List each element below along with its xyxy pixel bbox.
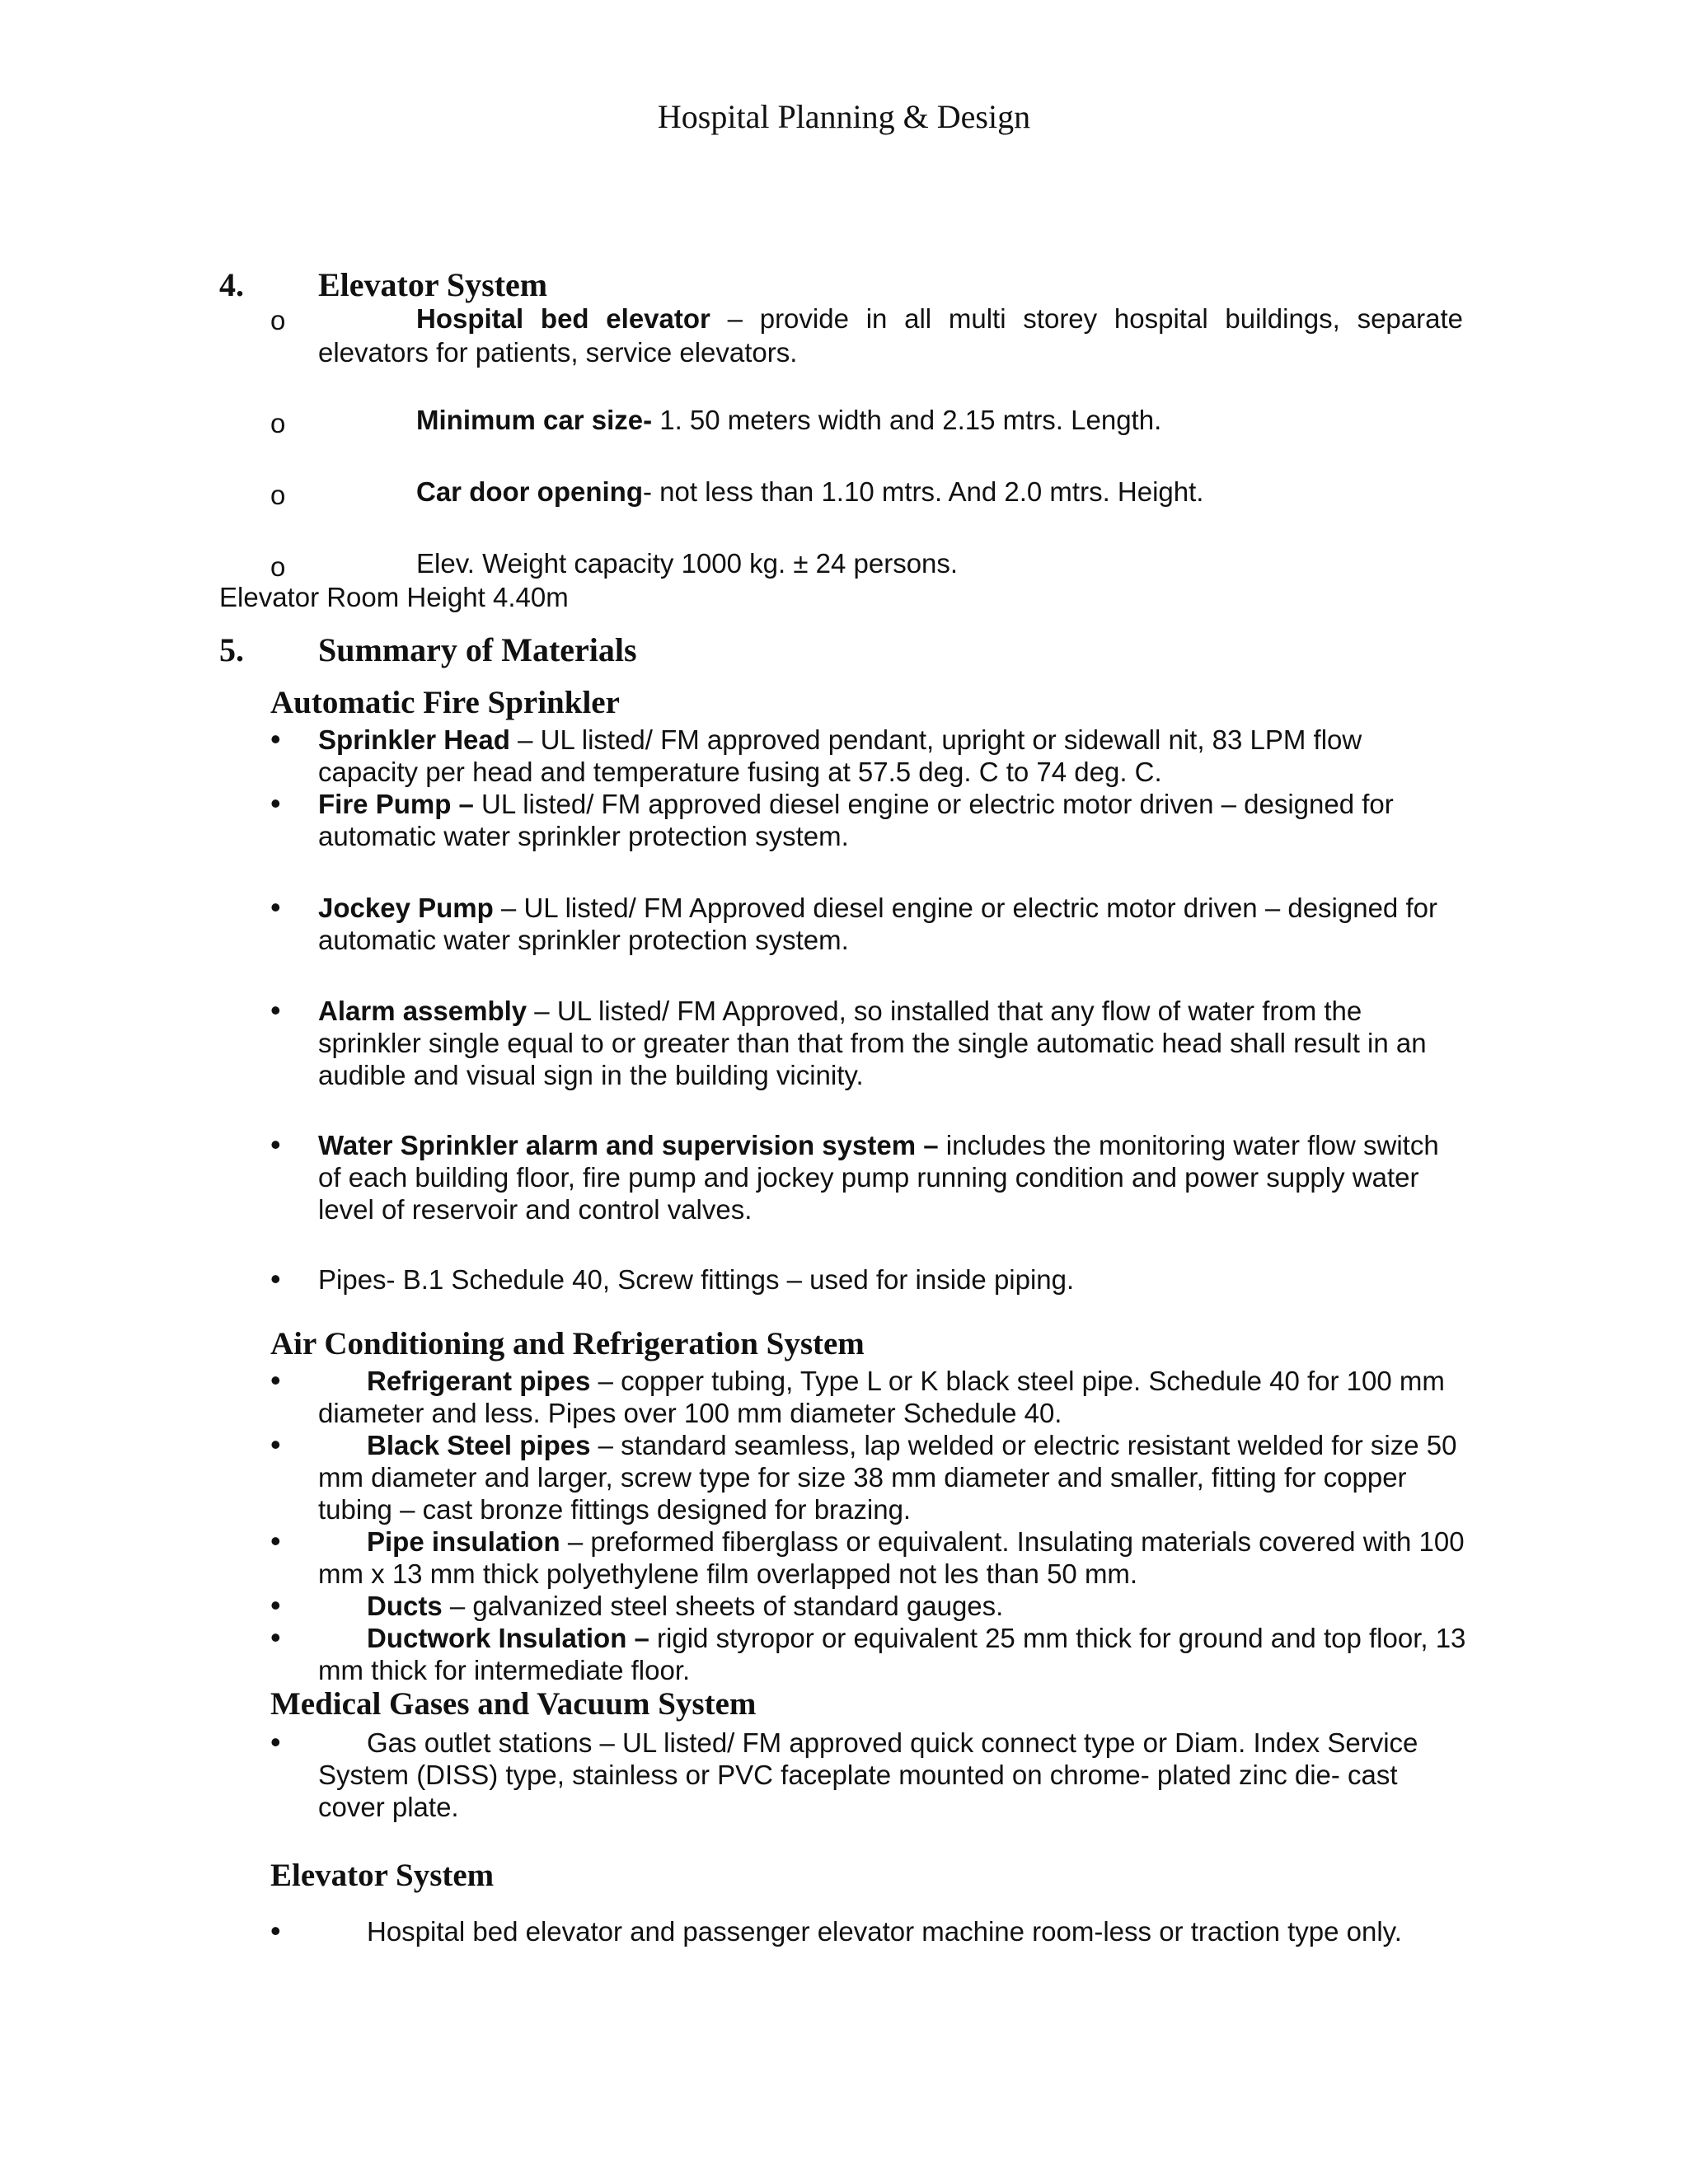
- bullet-dot: •: [270, 1588, 281, 1622]
- bullet-dot: •: [270, 1620, 281, 1654]
- list-item-line: Pipes- B.1 Schedule 40, Screw fittings – used for inside piping.: [318, 1264, 1075, 1295]
- subsection-heading: Medical Gases and Vacuum System: [270, 1686, 757, 1722]
- list-item-line: Elev. Weight capacity 1000 kg. ± 24 persons.: [416, 548, 959, 579]
- bullet-o: o: [270, 480, 286, 510]
- bullet-dot: •: [270, 1914, 281, 1947]
- page-header: Hospital Planning & Design: [657, 98, 1031, 135]
- list-item-line: mm thick for intermediate floor.: [318, 1655, 691, 1685]
- list-item-line: Fire Pump – UL listed/ FM approved diesel engine or electric motor driven – designed for: [318, 789, 1394, 819]
- list-item-line: Ducts – galvanized steel sheets of standard gauges.: [367, 1591, 1004, 1621]
- subsection-heading: Air Conditioning and Refrigeration System: [270, 1326, 865, 1361]
- list-item-line: Alarm assembly – UL listed/ FM Approved, so installed that any flow of water from the: [318, 996, 1362, 1026]
- list-item-line: Car door opening- not less than 1.10 mtrs. And 2.0 mtrs. Height.: [416, 476, 1204, 507]
- bullet-dot: •: [270, 1427, 281, 1461]
- bullet-dot: •: [270, 1725, 281, 1759]
- list-item-line: automatic water sprinkler protection system.: [318, 925, 849, 955]
- list-item-line: level of reservoir and control valves.: [318, 1194, 753, 1225]
- list-item-line: sprinkler single equal to or greater than that from the single automatic head shall result in an: [318, 1028, 1427, 1058]
- list-item-line: Jockey Pump – UL listed/ FM Approved diesel engine or electric motor driven – designed for: [318, 893, 1437, 923]
- list-item-line: Hospital bed elevator – provide in all multi storey hospital buildings, separate: [416, 303, 1463, 334]
- list-item-line: Refrigerant pipes – copper tubing, Type L or K black steel pipe. Schedule 40 for 100 mm: [367, 1366, 1445, 1396]
- list-item-line: Gas outlet stations – UL listed/ FM approved quick connect type or Diam. Index Service: [367, 1727, 1418, 1758]
- section-title: Summary of Materials: [318, 631, 637, 668]
- list-item-line: cover plate.: [318, 1792, 459, 1822]
- list-item-line: Hospital bed elevator and passenger elevator machine room-less or traction type only.: [367, 1916, 1402, 1947]
- list-item-line: capacity per head and temperature fusing at 57.5 deg. C to 74 deg. C.: [318, 757, 1162, 787]
- bullet-dot: •: [270, 1262, 281, 1296]
- list-item-line: elevators for patients, service elevators.: [318, 337, 798, 368]
- bullet-o: o: [270, 551, 286, 582]
- list-item-line: Pipe insulation – preformed fiberglass or equivalent. Insulating materials covered with 100: [367, 1526, 1465, 1557]
- list-item-line: Ductwork Insulation – rigid styropor or equivalent 25 mm thick for ground and top floor, 13: [367, 1623, 1466, 1653]
- bullet-dot: •: [270, 722, 281, 756]
- elevator-room-note: Elevator Room Height 4.40m: [219, 582, 569, 612]
- bullet-dot: •: [270, 890, 281, 924]
- list-item-line: System (DISS) type, stainless or PVC faceplate mounted on chrome- plated zinc die- cast: [318, 1760, 1398, 1790]
- list-item-line: Water Sprinkler alarm and supervision system – includes the monitoring water flow switch: [318, 1130, 1439, 1160]
- subsection-heading: Automatic Fire Sprinkler: [270, 685, 620, 720]
- list-item-line: audible and visual sign in the building vicinity.: [318, 1060, 864, 1090]
- bullet-dot: •: [270, 1524, 281, 1558]
- bullet-o: o: [270, 408, 286, 438]
- subsection-heading: Elevator System: [270, 1858, 495, 1893]
- list-item-line: diameter and less. Pipes over 100 mm diameter Schedule 40.: [318, 1398, 1062, 1428]
- list-item-line: mm x 13 mm thick polyethylene film overlapped not les than 50 mm.: [318, 1558, 1138, 1589]
- list-item-line: automatic water sprinkler protection system.: [318, 821, 849, 851]
- list-item-line: mm diameter and larger, screw type for size 38 mm diameter and smaller, fitting for copper: [318, 1462, 1407, 1493]
- section-title: Elevator System: [318, 266, 548, 303]
- list-item-line: tubing – cast bronze fittings designed for brazing.: [318, 1494, 912, 1525]
- section-number: 4.: [219, 266, 244, 303]
- list-item-line: Sprinkler Head – UL listed/ FM approved pendant, upright or sidewall nit, 83 LPM flow: [318, 724, 1362, 755]
- section-number: 5.: [219, 631, 244, 668]
- list-item-line: Minimum car size- 1. 50 meters width and 2.15 mtrs. Length.: [416, 405, 1162, 435]
- list-item-line: of each building floor, fire pump and jockey pump running condition and power supply water: [318, 1162, 1419, 1193]
- bullet-dot: •: [270, 1363, 281, 1397]
- bullet-dot: •: [270, 786, 281, 820]
- list-item-line: Black Steel pipes – standard seamless, lap welded or electric resistant welded for size 50: [367, 1430, 1457, 1460]
- bullet-o: o: [270, 305, 286, 335]
- bullet-dot: •: [270, 993, 281, 1027]
- bullet-dot: •: [270, 1127, 281, 1161]
